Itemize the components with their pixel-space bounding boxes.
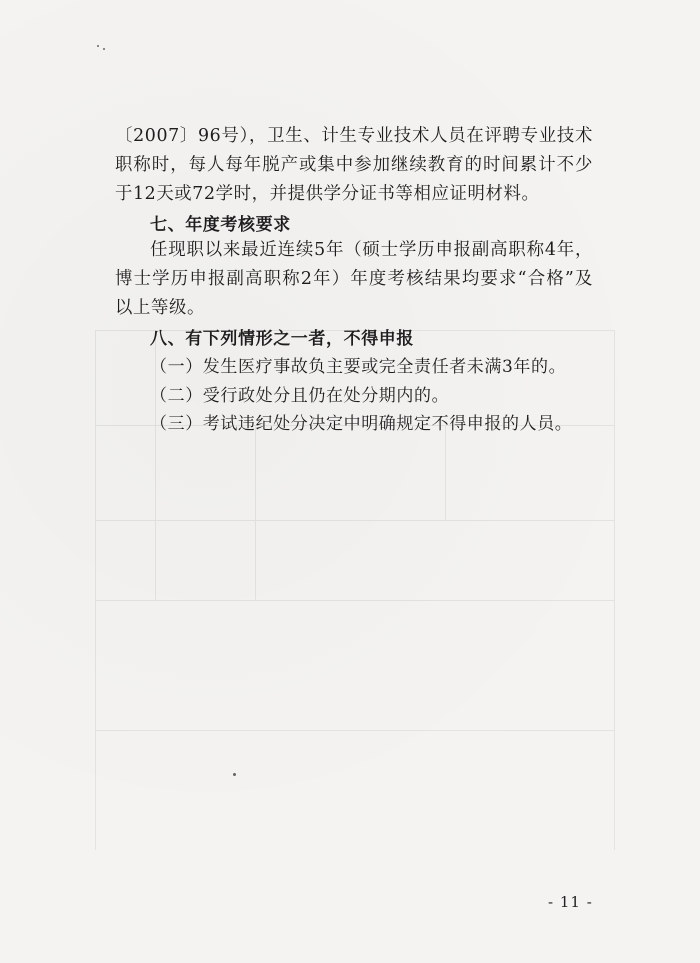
annual-assessment-paragraph: 任现职以来最近连续5年（硕士学历申报副高职称4年，博士学历申报副高职称2年）年度考核结果均要求“合格”及以上等级。	[115, 240, 593, 318]
disqualification-item: （三）考试违纪处分决定中明确规定不得申报的人员。	[150, 414, 573, 434]
section-heading-annual-assessment: 七、年度考核要求	[150, 215, 291, 235]
page-number: - 11 -	[548, 893, 593, 911]
disqualification-item: （二）受行政处分且仍在处分期内的。	[150, 386, 450, 406]
continuing-education-paragraph: 〔2007〕96号），卫生、计生专业技术人员在评聘专业技术职称时，每人每年脱产或集中参加继续教育的时间累计不少于12天或72学时，并提供学分证书等相应证明材料。	[115, 126, 593, 204]
section-heading-disqualifications: 八、有下列情形之一者，不得申报	[150, 329, 414, 349]
disqualification-item: （一）发生医疗事故负主要或完全责任者未满3年的。	[150, 357, 567, 377]
